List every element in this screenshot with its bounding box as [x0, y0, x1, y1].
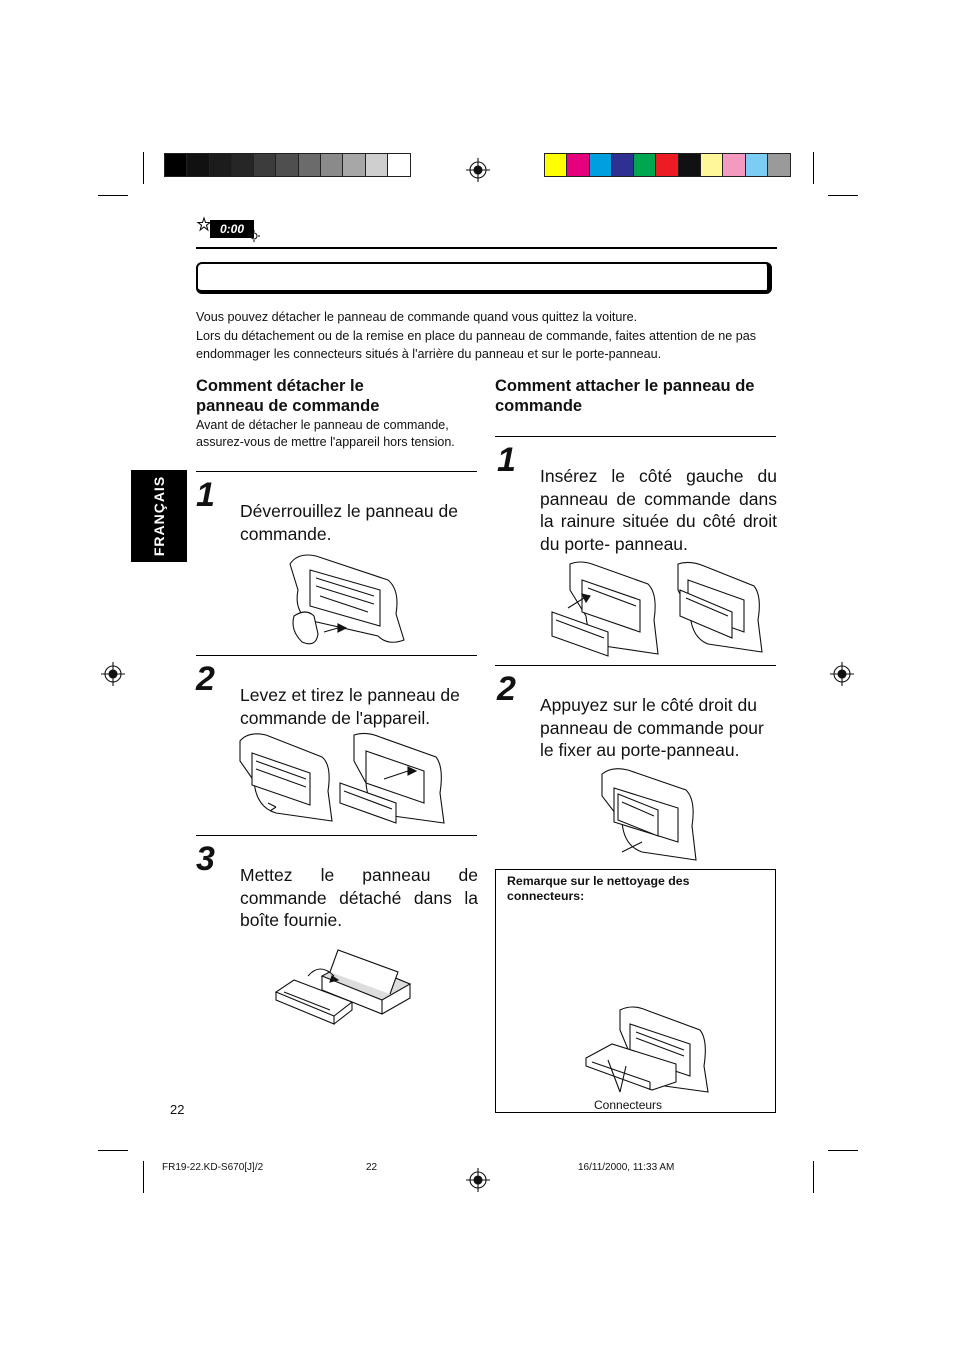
crop-mark [143, 1161, 144, 1193]
step-divider [196, 655, 477, 656]
detach-section-subtitle: Avant de détacher le panneau de commande, assurez-vous de mettre l'appareil hors tension. [196, 418, 455, 449]
attach-section-title: Comment attacher le panneau de commande [495, 377, 755, 415]
intro-text [196, 308, 778, 364]
detach-step-1-number: 1 [196, 476, 215, 514]
color-swatch [321, 154, 343, 176]
step-divider [196, 835, 477, 836]
color-swatch [746, 154, 768, 176]
footer-page: 22 [366, 1162, 378, 1173]
color-swatch [656, 154, 678, 176]
detach-step-3-text: Mettez le panneau de commande détaché dans la boîte fournie. [240, 865, 478, 930]
footer-file: FR19-22.KD-S670[J]/2 [162, 1162, 264, 1173]
color-swatch [299, 154, 321, 176]
note-title: Remarque sur le nettoyage des connecteurs: [507, 874, 690, 903]
connectors-illustration [584, 1004, 712, 1096]
attach-step-2-number: 2 [497, 670, 516, 708]
grayscale-calibration-bar [164, 153, 411, 177]
step-divider [196, 471, 477, 472]
footer-timestamp: 16/11/2000, 11:33 AM [578, 1162, 675, 1173]
crop-mark [98, 1150, 128, 1151]
color-swatch [634, 154, 656, 176]
color-swatch [276, 154, 298, 176]
color-swatch [590, 154, 612, 176]
intro-line-1: Vous pouvez détacher le panneau de commande quand vous quittez la voiture. [196, 310, 638, 324]
color-swatch [545, 154, 567, 176]
detach-step-3-number: 3 [196, 840, 215, 878]
color-swatch [210, 154, 232, 176]
unlock-panel-illustration [288, 550, 408, 650]
crop-mark [813, 1161, 814, 1193]
clock-display: 0:00 [210, 220, 254, 238]
color-swatch [388, 154, 410, 176]
connectors-caption: Connecteurs [594, 1098, 663, 1112]
header-rule [196, 247, 777, 249]
crop-mark [813, 152, 814, 184]
attach-step-1-number: 1 [497, 441, 516, 479]
intro-line-2: Lors du détachement ou de la remise en place du panneau de commande, faites attention de ne pas endommager les connecteurs situés à l'arrière du panneau et sur le porte-panneau. [196, 328, 757, 361]
color-swatch [701, 154, 723, 176]
color-swatch [165, 154, 187, 176]
crop-mark [828, 195, 858, 196]
detach-step-1-text: Déverrouillez le panneau de commande. [240, 501, 458, 544]
crop-mark [98, 195, 128, 196]
crop-mark [143, 152, 144, 184]
crop-mark [828, 1150, 858, 1151]
remove-panel-illustration [236, 731, 446, 827]
step-divider [495, 665, 776, 666]
insert-panel-illustration [548, 560, 764, 658]
registration-mark-icon [466, 1168, 490, 1192]
storage-case-illustration [272, 946, 416, 1038]
step-divider [495, 436, 776, 437]
color-swatch [768, 154, 790, 176]
detach-section-title: Comment détacher le panneau de commande [196, 377, 380, 415]
language-tab-label: FRANÇAIS [151, 475, 167, 557]
language-tab [131, 470, 187, 562]
color-swatch [567, 154, 589, 176]
color-swatch [254, 154, 276, 176]
color-swatch [343, 154, 365, 176]
attach-step-1-text: Insérez le côté gauche du panneau de commande dans la rainure située du côté droit du porte- panneau. [540, 466, 777, 554]
page-number: 22 [170, 1102, 185, 1117]
section-title-frame [196, 262, 772, 294]
color-swatch [187, 154, 209, 176]
registration-mark-icon [466, 158, 490, 182]
color-swatch [679, 154, 701, 176]
detach-step-2-text: Levez et tirez le panneau de commande de l'appareil. [240, 685, 460, 728]
registration-mark-icon [830, 662, 854, 686]
color-calibration-bar [544, 153, 791, 177]
color-swatch [232, 154, 254, 176]
connector-cleaning-note [495, 869, 776, 1113]
attach-step-2-text: Appuyez sur le côté droit du panneau de commande pour le fixer au porte-panneau. [540, 695, 764, 760]
detach-step-2-number: 2 [196, 660, 215, 698]
clock-header-icon [198, 218, 260, 242]
registration-mark-icon [101, 662, 125, 686]
press-panel-illustration [598, 766, 702, 864]
color-swatch [723, 154, 745, 176]
color-swatch [366, 154, 388, 176]
color-swatch [612, 154, 634, 176]
